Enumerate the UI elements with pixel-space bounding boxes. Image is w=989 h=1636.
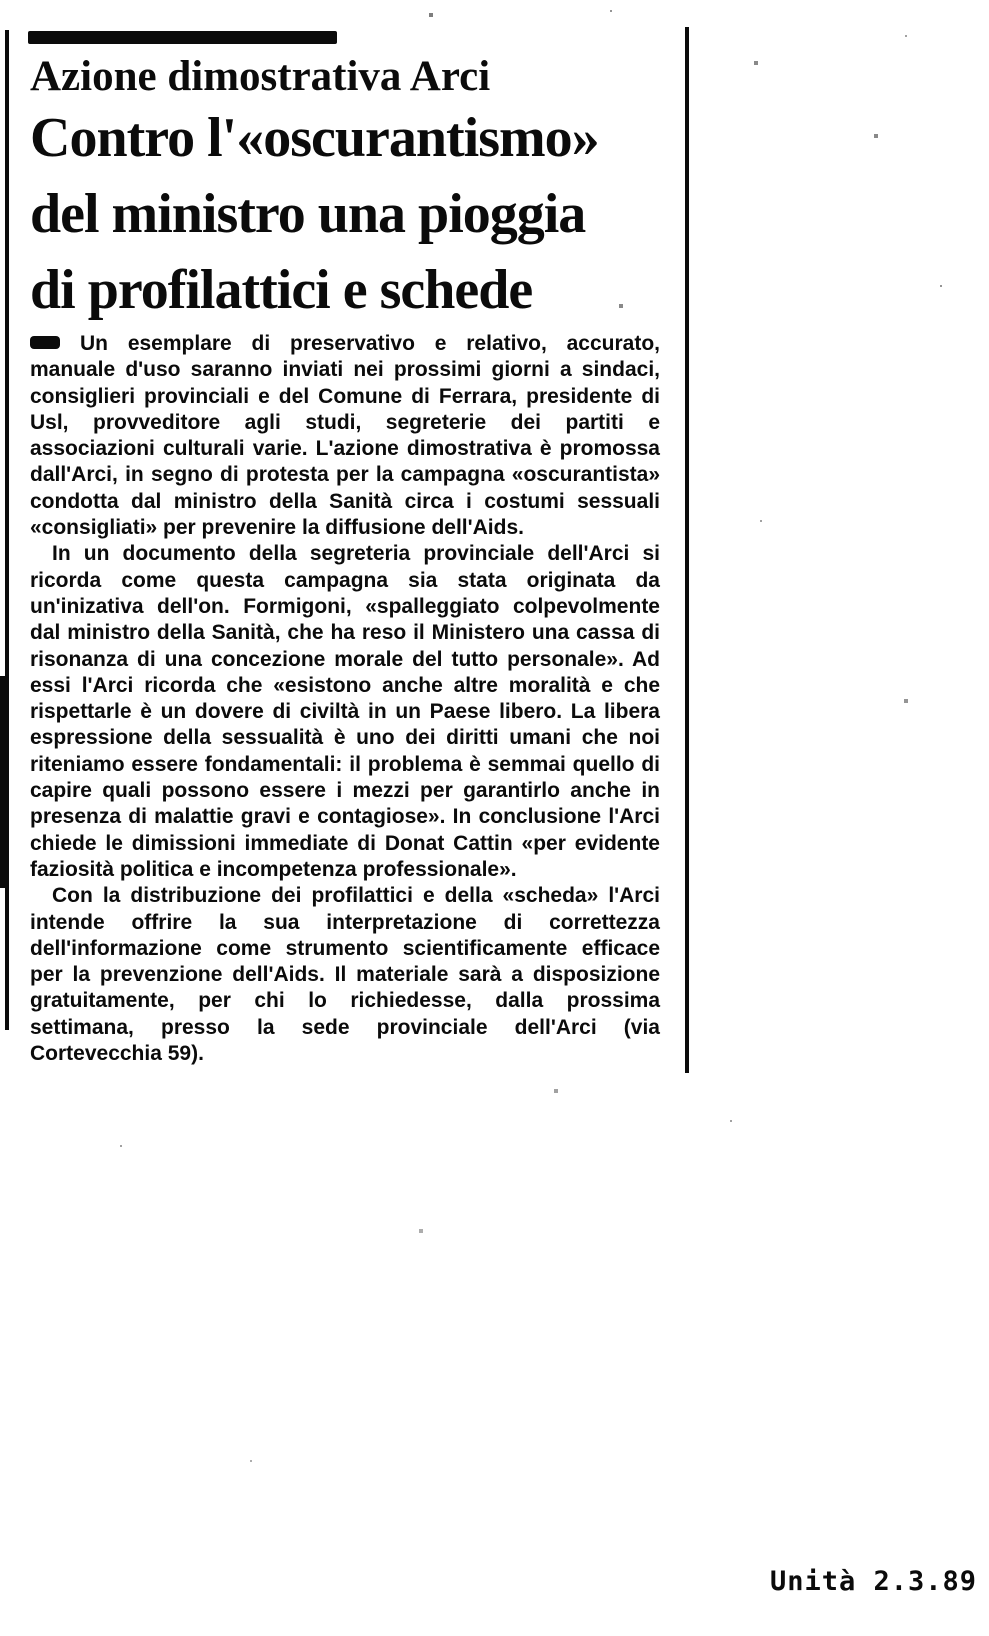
article-paragraph: In un documento della segreteria provinciale dell'Arci si ricorda come questa campagna sia stata originata da un'inizativa dell'on. Formigoni, «spalleggiato colpevolmente dal ministro della Sanità, che ha reso il Ministero una cassa di risonanza di una concezione morale del tutto personale». Ad essi l'Arci ricorda che «esistono anche altre moralità e che rispettarle è un dovere di civiltà in un Paese libero. La libera espressione della sessualità è uno dei diritti umani che noi riteniamo essere fondamentali: il problema è semmai quello di capire quali possono essere i mezzi per garantirlo anche in presenza di malattie gravi e contagiose». In conclusione l'Arci chiede le dimissioni immediate di Donat Cattin «per evidente faziosità politica e incompetenza professionale». — [30, 542, 660, 881]
headline-line-2: del ministro una pioggia — [30, 183, 586, 245]
article-paragraph: Con la distribuzione dei profilattici e della «scheda» l'Arci intende offrire la sua interpretazione di correttezza dell'informazione come strumento scientificamente efficace per la prevenzione dell'Aids. Il materiale sarà a disposizione gratuitamente, per chi lo richiedesse, dalla prossima settimana, presso la sede provinciale dell'Arci (via Cortevecchia 59). — [30, 884, 660, 1066]
lead-bullet-icon — [30, 336, 60, 349]
headline-line-1: Contro l'«oscurantismo» — [30, 107, 599, 169]
article-headline — [30, 100, 599, 328]
scan-noise-specks — [0, 0, 2, 2]
source-attribution-stamp: Unità 2.3.89 — [770, 1566, 978, 1597]
article-body — [30, 331, 660, 1067]
left-column-rule-thick-segment — [0, 676, 9, 888]
article-paragraph-lead-text: Un esemplare di preservativo e relativo, accurato, manuale d'uso saranno inviati nei prossimi giorni a sindaci, consiglieri provinciali e del Comune di Ferrara, presidente di Usl, provveditore agli studi, segreterie dei partiti e associazioni culturali varie. L'azione dimostrativa è promossa dall'Arci, in segno di protesta per la campagna «oscurantista» condotta dal ministro della Sanità circa i costumi sessuali «consigliati» per prevenire la diffusione dell'Aids. — [30, 332, 660, 540]
article-paragraph-lead — [30, 331, 660, 541]
headline-line-3: di profilattici e schede — [30, 259, 533, 321]
article-kicker: Azione dimostrativa Arci — [30, 53, 491, 100]
right-column-rule — [685, 27, 689, 1073]
top-rule-bar — [28, 31, 337, 44]
